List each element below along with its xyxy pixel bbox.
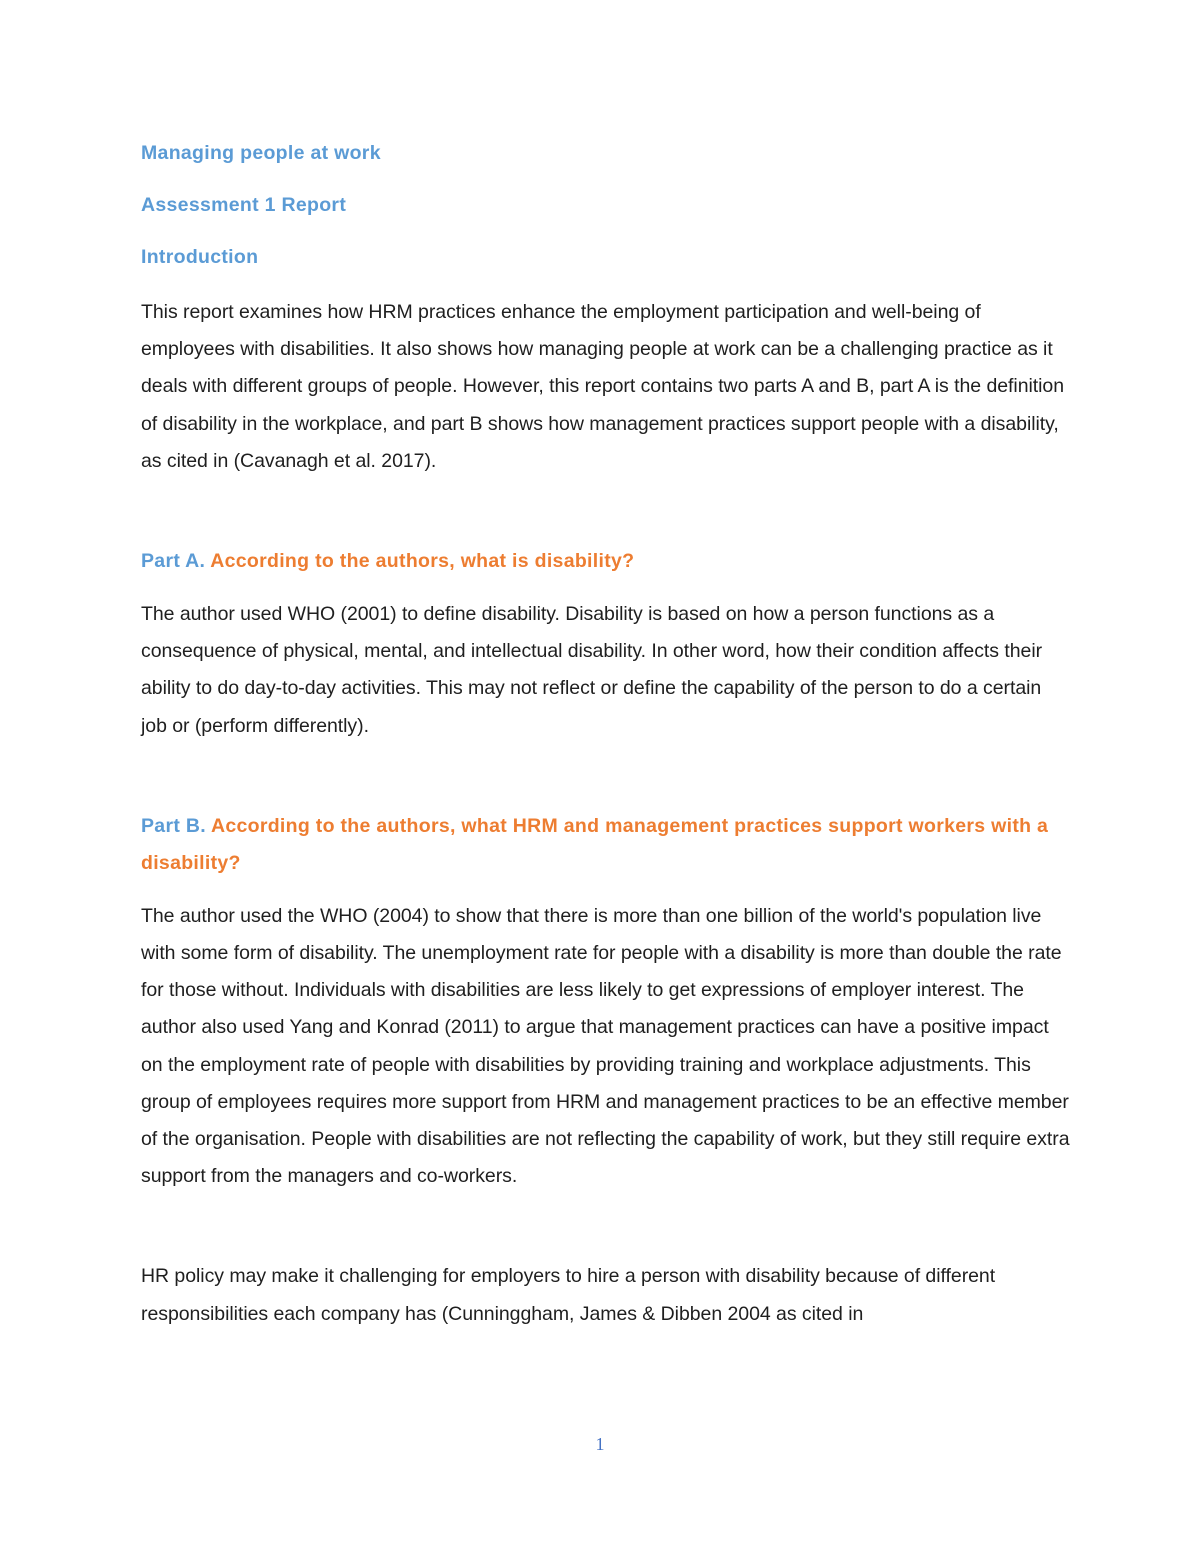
part-b-paragraph: The author used the WHO (2004) to show that there is more than one billion of the world's population live with some form of disability. The unemployment rate for people with a disability is more than double the rate for those without. Individuals with disabilities are less likely to get expressions of employer interest. The author also used Yang and Konrad (2011) to argue that management practices can have a positive impact on the employment rate of people with disabilities by providing training and workplace adjustments. This group of employees requires more support from HRM and management practices to be an effective member of the organisation. People with disabilities are not reflecting the capability of work, but they still require extra support from the managers and co-workers. xyxy=(141,904,1070,1188)
part-a-paragraph: The author used WHO (2001) to define disability. Disability is based on how a person functions as a consequence of physical, mental, and intellectual disability. In other word, how their condition affects their ability to do day-to-day activities. This may not reflect or define the capability of the person to do a certain job or (perform differently). xyxy=(141,603,1043,737)
document-content xyxy=(141,138,1071,1333)
part-a-heading xyxy=(141,543,1071,580)
part-a-question: According to the authors, what is disability? xyxy=(210,550,635,573)
part-b-label: Part B. xyxy=(141,814,206,837)
document-title: Managing people at work xyxy=(141,142,381,164)
page-number: 1 xyxy=(595,1434,605,1454)
part-b-heading xyxy=(141,808,1071,882)
spacer xyxy=(141,480,1071,543)
part-a-label: Part A. xyxy=(141,550,206,573)
part-b-question: According to the authors, what HRM and management practices support workers with a disability? xyxy=(141,814,1049,874)
spacer xyxy=(141,1195,1071,1258)
spacer xyxy=(141,745,1071,808)
part-b-paragraph-2: HR policy may make it challenging for employers to hire a person with disability because of different responsibilities each company has (Cunninggham, James & Dibben 2004 as cited in xyxy=(141,1265,996,1325)
introduction-heading: Introduction xyxy=(141,246,259,268)
document-subtitle: Assessment 1 Report xyxy=(141,194,347,216)
introduction-paragraph: This report examines how HRM practices enhance the employment participation and well-being of employees with disabilities. It also shows how managing people at work can be a challenging practice as it deals with different groups of people. However, this report contains two parts A and B, part A is the definition of disability in the workplace, and part B shows how management practices support people with a disability, as cited in (Cavanagh et al. 2017). xyxy=(141,301,1065,472)
